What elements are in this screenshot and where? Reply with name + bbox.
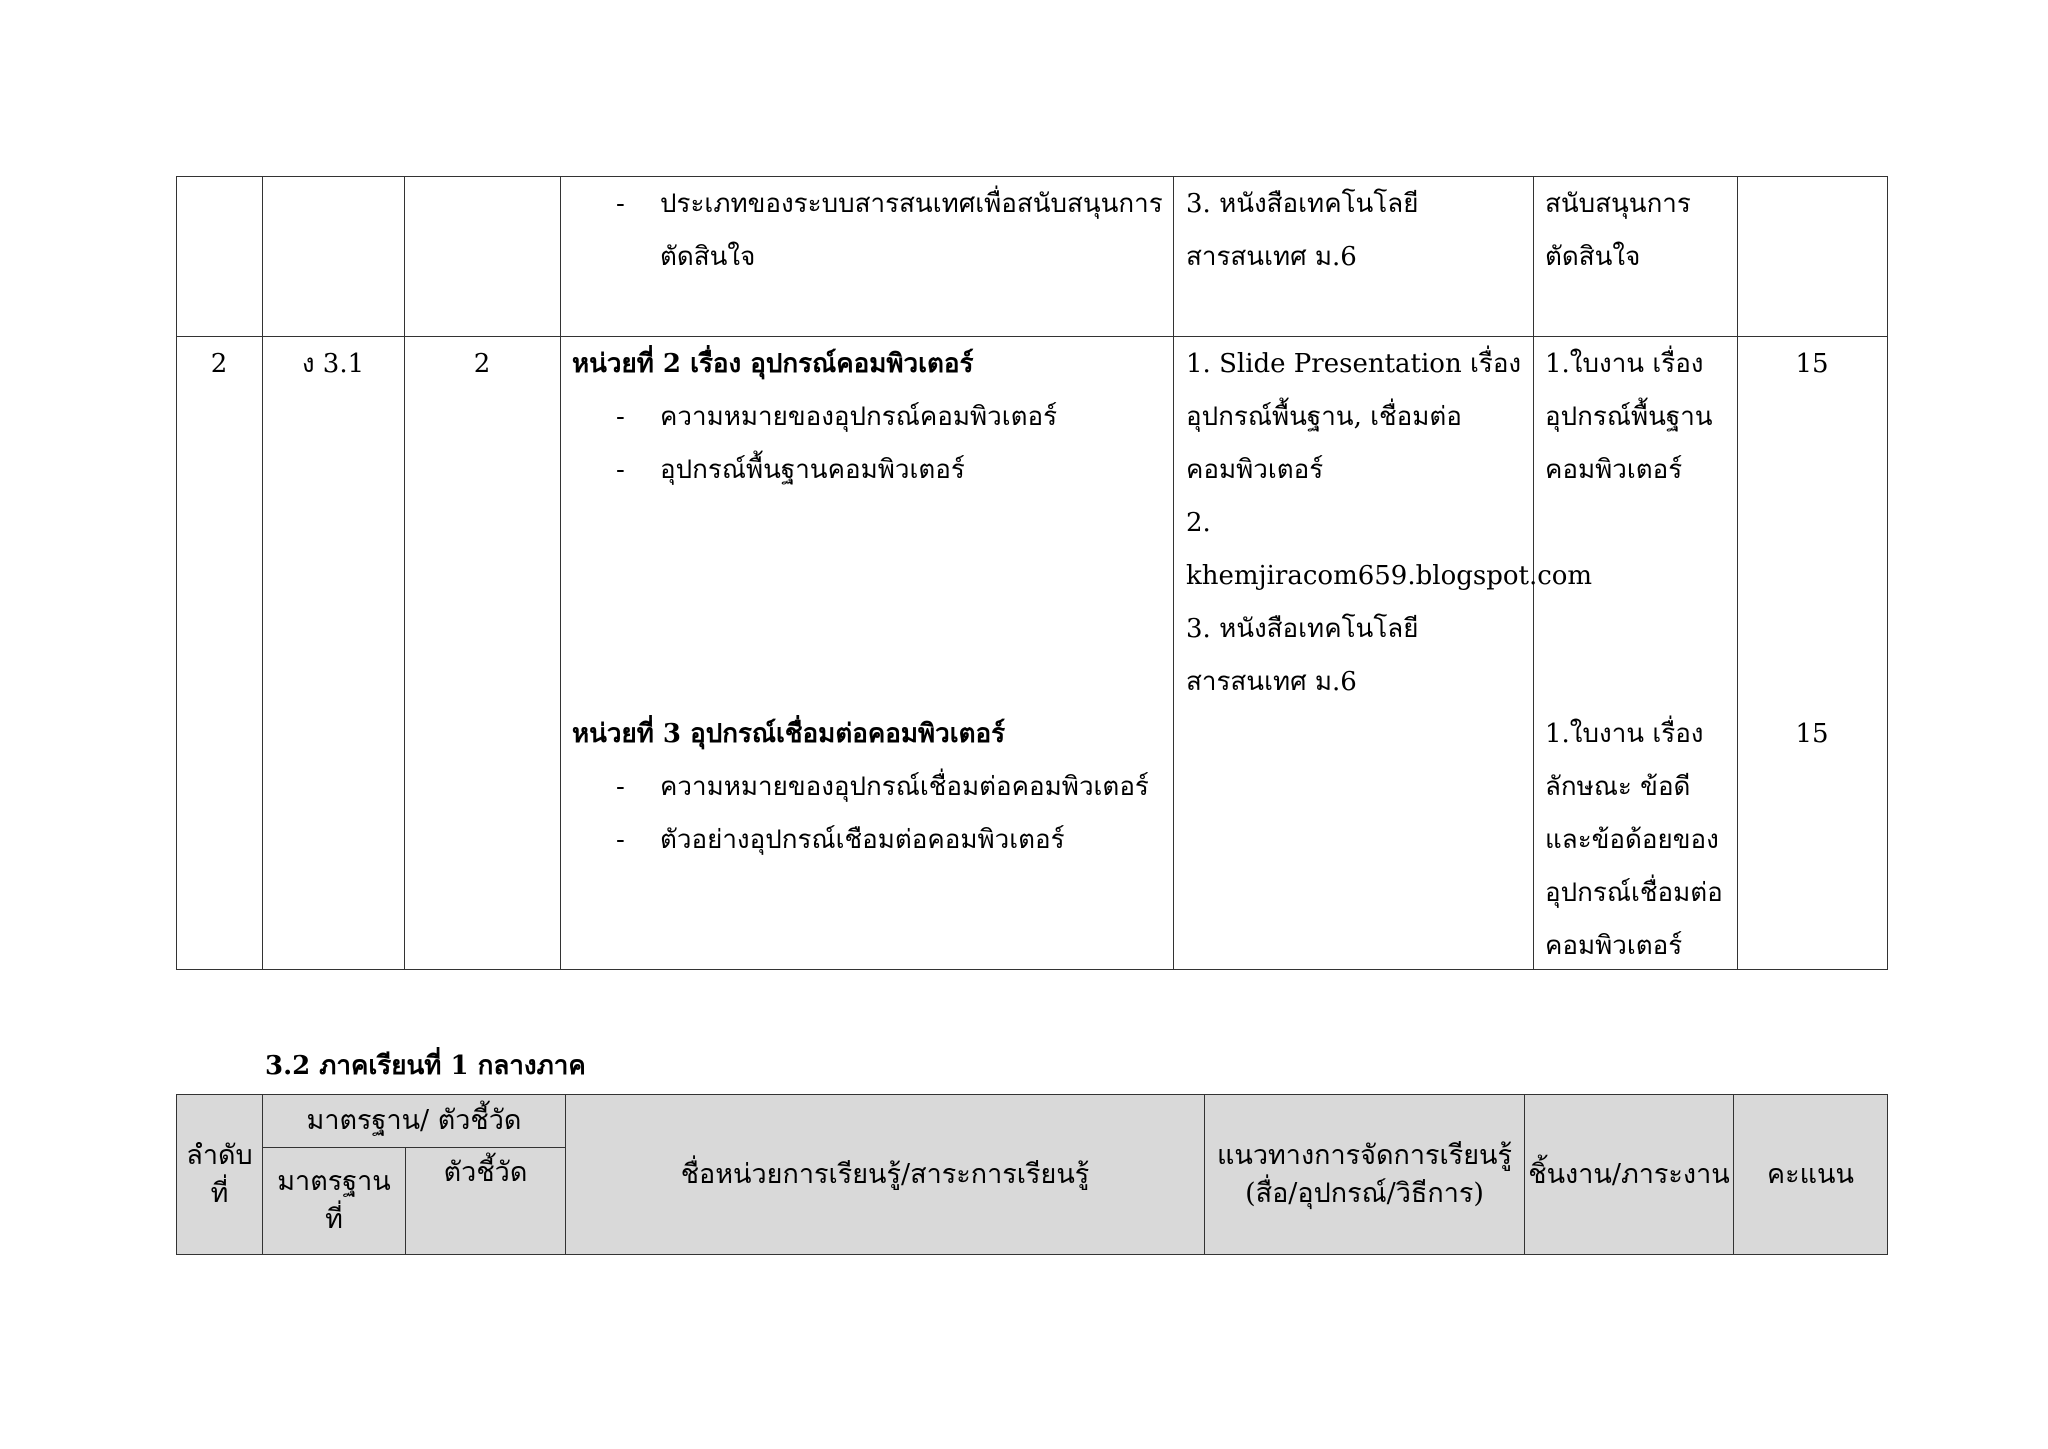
task-line: คอมพิวเตอร์ <box>1545 931 1683 961</box>
task-line: สนับสนุนการ <box>1545 189 1691 219</box>
bullet-dash: - <box>616 189 625 219</box>
header-std-group: มาตรฐาน/ ตัวชี้วัด <box>263 1095 566 1148</box>
standard-cell: ง 3.1 <box>301 349 365 379</box>
content-line: ตัดสินใจ <box>660 242 756 272</box>
header-text: มาตรฐาน <box>277 1166 391 1197</box>
task-line: อุปกรณ์พื้นฐาน <box>1545 402 1713 432</box>
header-order <box>177 1095 263 1255</box>
header-text: แนวทางการจัดการเรียนรู้ <box>1216 1139 1513 1171</box>
media-line: คอมพิวเตอร์ <box>1186 455 1324 485</box>
task-line: และข้อด้อยของ <box>1545 825 1719 855</box>
task-line: 1.ใบงาน เรื่อง <box>1545 349 1704 379</box>
section-title: 3.2 ภาคเรียนที่ 1 กลางภาค <box>265 1051 586 1081</box>
media-line: สารสนเทศ ม.6 <box>1186 667 1357 697</box>
task-line: 1.ใบงาน เรื่อง <box>1545 719 1704 749</box>
bullet-dash: - <box>616 825 625 855</box>
media-line: 3. หนังสือเทคโนโลยี <box>1186 614 1419 644</box>
content-line: ประเภทของระบบสารสนเทศเพื่อสนับสนุนการ <box>660 189 1163 219</box>
content-line: อุปกรณ์พื้นฐานคอมพิวเตอร์ <box>660 455 965 485</box>
media-line: 3. หนังสือเทคโนโลยี <box>1186 189 1419 219</box>
header-standard <box>263 1148 406 1255</box>
score-cell: 15 <box>1795 719 1829 749</box>
order-cell: 2 <box>210 349 228 379</box>
header-table <box>176 1094 1888 1255</box>
bullet-dash: - <box>616 772 625 802</box>
task-line: อุปกรณ์เชื่อมต่อ <box>1545 878 1723 908</box>
media-line: อุปกรณ์พื้นฐาน, เชื่อมต่อ <box>1186 402 1462 432</box>
media-line: 1. Slide Presentation เรื่อง <box>1186 349 1522 379</box>
score-cell: 15 <box>1795 349 1829 379</box>
media-line: สารสนเทศ ม.6 <box>1186 242 1357 272</box>
unit-title: หน่วยที่ 3 อุปกรณ์เชื่อมต่อคอมพิวเตอร์ <box>572 719 1006 749</box>
unit-title: หน่วยที่ 2 เรื่อง อุปกรณ์คอมพิวเตอร์ <box>572 349 974 379</box>
indicator-cell: 2 <box>473 349 491 379</box>
header-task: ชิ้นงาน/ภาระงาน <box>1525 1095 1734 1255</box>
header-indicator: ตัวชี้วัด <box>406 1148 566 1255</box>
header-score: คะแนน <box>1734 1095 1888 1255</box>
content-line: ความหมายของอุปกรณ์คอมพิวเตอร์ <box>660 402 1058 432</box>
task-line: คอมพิวเตอร์ <box>1545 455 1683 485</box>
bullet-dash: - <box>616 455 625 485</box>
content-line: ตัวอย่างอุปกรณ์เชือมต่อคอมพิวเตอร์ <box>660 825 1065 855</box>
bullet-dash: - <box>616 402 625 432</box>
header-text: ลำดับ <box>186 1139 253 1171</box>
header-approach <box>1205 1095 1525 1255</box>
header-text: ที่ <box>210 1177 229 1209</box>
table-row <box>177 1095 1888 1148</box>
header-text: ที่ <box>325 1204 343 1235</box>
task-line: ตัดสินใจ <box>1545 242 1641 272</box>
header-text: (สื่อ/อุปกรณ์/วิธีการ) <box>1245 1177 1484 1209</box>
header-content: ชื่อหน่วยการเรียนรู้/สาระการเรียนรู้ <box>566 1095 1205 1255</box>
media-line: 2. <box>1186 508 1211 538</box>
media-link: khemjiracom659.blogspot.com <box>1186 561 1593 591</box>
task-line: ลักษณะ ข้อดี <box>1545 772 1691 802</box>
content-line: ความหมายของอุปกรณ์เชื่อมต่อคอมพิวเตอร์ <box>660 772 1149 802</box>
